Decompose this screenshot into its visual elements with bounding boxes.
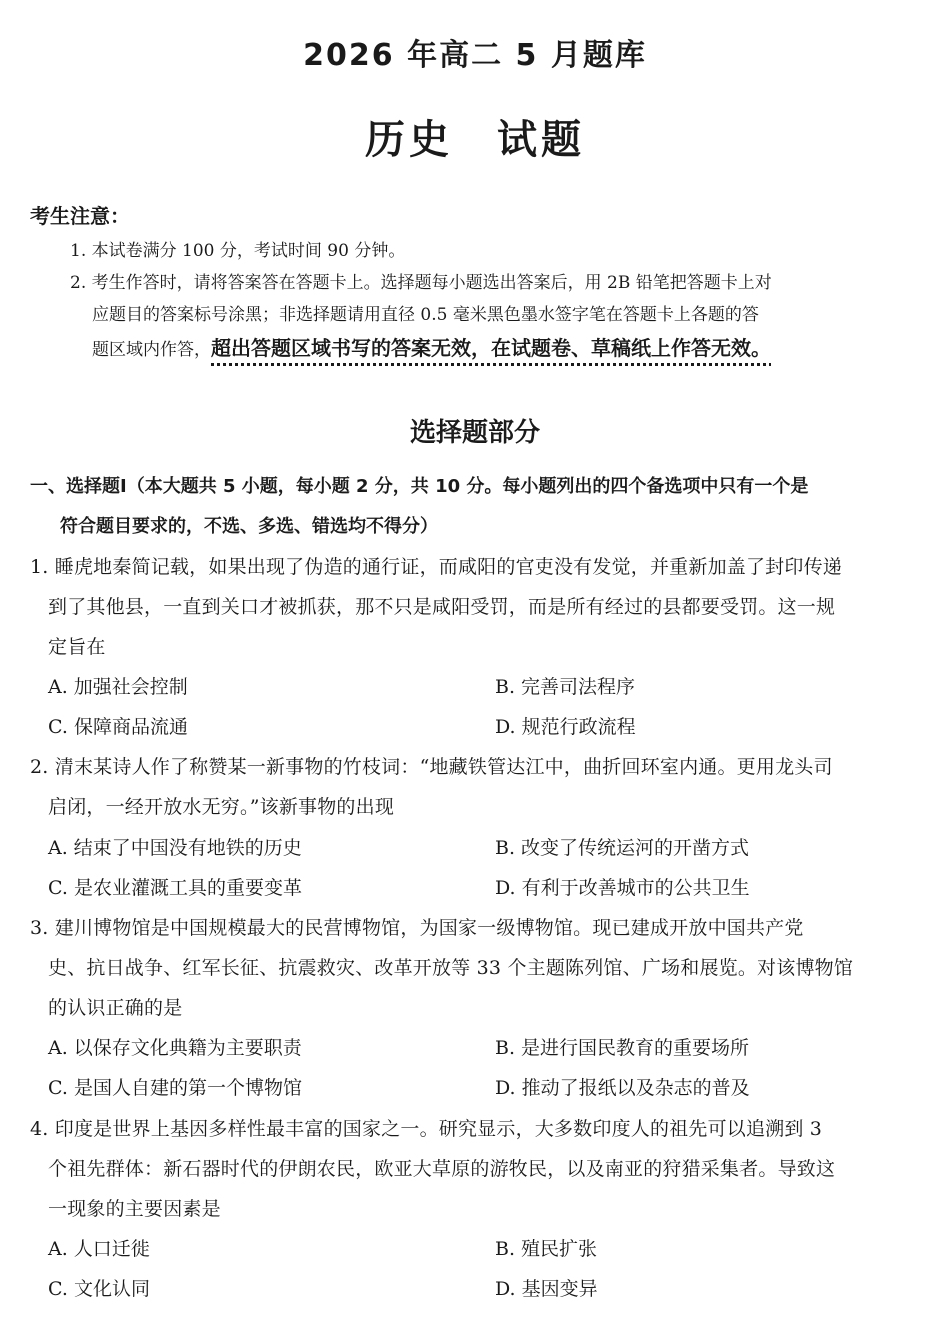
question-1-option-c[interactable]: C. 保障商品流通 [48,716,188,738]
notice-item-last [92,332,771,361]
question-4-line: 一现象的主要因素是 [48,1198,221,1220]
question-1-line: 到了其他县，一直到关口才被抓获，那不只是咸阳受罚，而是所有经过的县都要受罚。这一规 [48,596,836,618]
section-title: 选择题部分 [409,418,540,448]
exam-bank-title: 2026 年高二 5 月题库 [303,38,647,73]
notice-heading: 考生注意： [30,204,130,228]
question-2-line: 2. 清末某诗人作了称赞某一新事物的竹枝词：“地藏铁管达江中，曲折回环室内通。更用龙头司 [30,756,833,778]
question-4-option-a[interactable]: A. 人口迁徙 [48,1238,150,1260]
question-2-option-b[interactable]: B. 改变了传统运河的开凿方式 [495,837,750,859]
question-1-option-d[interactable]: D. 规范行政流程 [495,716,636,738]
notice-item-text: 题区域内作答， [92,340,211,360]
question-4-option-b[interactable]: B. 殖民扩张 [495,1238,598,1260]
notice-item: 应题目的答案标号涂黑；非选择题请用直径 0.5 毫米黑色墨水签字笔在答题卡上各题的答 [92,305,759,325]
question-3-option-d[interactable]: D. 推动了报纸以及杂志的普及 [495,1077,750,1099]
part-instruction-cont: 符合题目要求的，不选、多选、错选均不得分） [60,516,438,537]
question-3-option-c[interactable]: C. 是国人自建的第一个博物馆 [48,1077,302,1099]
notice-emphasis: 超出答题区域书写的答案无效，在试题卷、草稿纸上作答无效。 [211,336,771,360]
question-4-option-c[interactable]: C. 文化认同 [48,1278,150,1300]
question-1-line: 定旨在 [48,636,106,658]
question-1-line: 1. 睡虎地秦简记载，如果出现了伪造的通行证，而咸阳的官吏没有发觉，并重新加盖了封印传递 [30,556,842,578]
notice-item: 1. 本试卷满分 100 分，考试时间 90 分钟。 [70,241,406,261]
notice-item: 2. 考生作答时，请将答案答在答题卡上。选择题每小题选出答案后，用 2B 铅笔把答题卡上对 [70,273,772,293]
question-3-line: 的认识正确的是 [48,997,183,1019]
page-title: 历史 试题 [365,116,585,163]
part-instruction: 一、选择题Ⅰ（本大题共 5 小题，每小题 2 分，共 10 分。每小题列出的四个备选项中只有一个是 [30,476,809,497]
question-3-option-b[interactable]: B. 是进行国民教育的重要场所 [495,1037,750,1059]
question-4-option-d[interactable]: D. 基因变异 [495,1278,598,1300]
question-4-line: 个祖先群体：新石器时代的伊朗农民，欧亚大草原的游牧民，以及南亚的狩猎采集者。导致这 [48,1158,836,1180]
question-2-option-d[interactable]: D. 有利于改善城市的公共卫生 [495,877,750,899]
question-3-line: 史、抗日战争、红军长征、抗震救灾、改革开放等 33 个主题陈列馆、广场和展览。对该博物馆 [48,957,854,979]
question-2-line: 启闭，一经开放水无穷。”该新事物的出现 [48,796,395,818]
question-3-line: 3. 建川博物馆是中国规模最大的民营博物馆，为国家一级博物馆。现已建成开放中国共产党 [30,917,804,939]
question-2-option-c[interactable]: C. 是农业灌溉工具的重要变革 [48,877,302,899]
question-1-option-b[interactable]: B. 完善司法程序 [495,676,636,698]
question-3-option-a[interactable]: A. 以保存文化典籍为主要职责 [48,1037,302,1059]
question-1-option-a[interactable]: A. 加强社会控制 [48,676,188,698]
question-4-line: 4. 印度是世界上基因多样性最丰富的国家之一。研究显示，大多数印度人的祖先可以追溯到 3 [30,1118,823,1140]
question-2-option-a[interactable]: A. 结束了中国没有地铁的历史 [48,837,302,859]
